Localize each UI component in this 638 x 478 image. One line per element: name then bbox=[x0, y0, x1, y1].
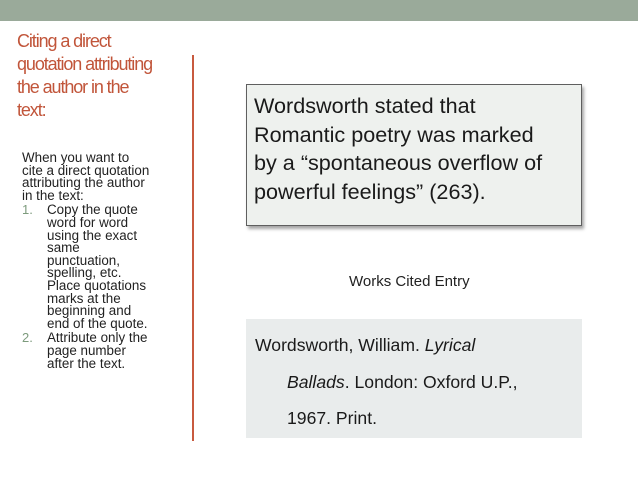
quote-line: by a “spontaneous overflow of bbox=[254, 150, 543, 176]
list-item-2 bbox=[22, 332, 192, 370]
list-line: same bbox=[47, 240, 80, 256]
citation-title-part: Ballads bbox=[287, 372, 345, 392]
list-line: marks at the bbox=[47, 290, 121, 306]
quote-line: Romantic poetry was marked bbox=[254, 121, 534, 147]
list-line: page number bbox=[47, 342, 126, 358]
list-number: 2. bbox=[22, 330, 33, 346]
list-line: after the text. bbox=[47, 355, 126, 371]
instructions bbox=[22, 152, 192, 370]
works-cited-label: Works Cited Entry bbox=[349, 273, 470, 290]
list-line: word for word bbox=[47, 214, 129, 230]
intro-text bbox=[22, 152, 192, 202]
intro-line: When you want to bbox=[22, 150, 130, 165]
list-item-1 bbox=[22, 204, 192, 330]
works-cited-entry-box bbox=[246, 319, 582, 438]
title-line: quotation attributing bbox=[17, 54, 153, 74]
intro-line: cite a direct quotation bbox=[22, 162, 150, 178]
list-line: Place quotations bbox=[47, 277, 147, 293]
list-line: beginning and bbox=[47, 303, 132, 319]
vertical-divider bbox=[192, 55, 194, 441]
citation-title-part: Lyrical bbox=[424, 335, 476, 355]
citation-line-2 bbox=[287, 372, 518, 393]
title-line: Citing a direct bbox=[17, 31, 111, 51]
slide-title bbox=[17, 30, 182, 122]
quote-line: powerful feelings” (263). bbox=[254, 178, 486, 204]
list-line: Attribute only the bbox=[47, 330, 148, 346]
citation-publisher: . London: Oxford U.P., bbox=[344, 372, 518, 392]
list-line: using the exact bbox=[47, 227, 138, 243]
citation-line-3: 1967. Print. bbox=[287, 408, 377, 428]
list-number: 1. bbox=[22, 202, 33, 218]
title-line: the author in the bbox=[17, 77, 129, 97]
quote-example-box bbox=[246, 84, 582, 226]
citation-line-1 bbox=[255, 335, 475, 356]
title-line: text: bbox=[17, 100, 46, 120]
intro-line: attributing the author bbox=[22, 175, 145, 191]
list-line: spelling, etc. bbox=[47, 265, 122, 281]
list-line: Copy the quote bbox=[47, 202, 138, 218]
list-line: punctuation, bbox=[47, 252, 120, 268]
top-bar bbox=[0, 0, 638, 21]
intro-line: in the text: bbox=[22, 187, 84, 203]
citation-author: Wordsworth, William. bbox=[255, 335, 425, 355]
quote-line: Wordsworth stated that bbox=[254, 93, 476, 118]
list-line: end of the quote. bbox=[47, 315, 148, 331]
